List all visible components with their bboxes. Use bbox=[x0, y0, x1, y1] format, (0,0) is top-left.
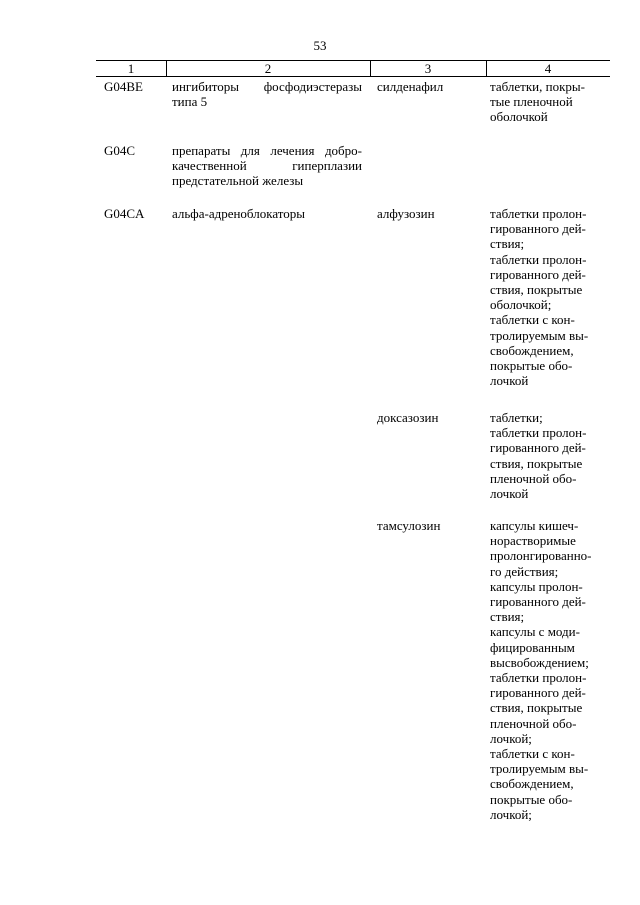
dosage-form-line: ствия; bbox=[490, 236, 525, 252]
dosage-forms bbox=[490, 206, 602, 388]
dosage-form-line: тролируемым вы- bbox=[490, 327, 589, 343]
dosage-form-line: таблетки с кон- bbox=[490, 312, 575, 328]
dosage-form-line: таблетки пролон- bbox=[490, 206, 587, 221]
dosage-form-line: свобождением, bbox=[490, 342, 574, 358]
drug-name: алфузозин bbox=[377, 206, 435, 221]
dosage-form-line: высвобождением; bbox=[490, 654, 589, 670]
atc-code: G04C bbox=[104, 143, 136, 158]
dosage-form-line: покрытые обо- bbox=[490, 791, 573, 807]
drug-name: тамсулозин bbox=[377, 518, 441, 533]
dosage-form-line: капсулы кишеч- bbox=[490, 518, 579, 533]
dosage-form-line: оболочкой bbox=[490, 109, 548, 125]
dosage-form-line: таблетки пролон- bbox=[490, 251, 587, 267]
drug-name: доксазозин bbox=[377, 410, 439, 425]
column-header-4: 4 bbox=[544, 61, 552, 76]
dosage-forms bbox=[490, 79, 602, 125]
dosage-form-line: ствия, покрытые bbox=[490, 700, 583, 716]
dosage-form-line: таблетки; bbox=[490, 410, 543, 425]
page-number: 53 bbox=[313, 38, 327, 53]
dosage-form-line: ствия; bbox=[490, 609, 525, 625]
dosage-form-line: пролонгированно- bbox=[490, 548, 592, 564]
dosage-form-line: таблетки пролон- bbox=[490, 425, 587, 441]
column-header-1: 1 bbox=[127, 61, 135, 76]
dosage-form-line: норастворимые bbox=[490, 533, 576, 549]
dosage-forms bbox=[490, 518, 602, 822]
column-header-3: 3 bbox=[424, 61, 432, 76]
dosage-form-line: капсулы с моди- bbox=[490, 624, 580, 640]
atc-code: G04BE bbox=[104, 79, 143, 94]
dosage-form-line: таблетки пролон- bbox=[490, 670, 587, 686]
dosage-form-line: лочкой bbox=[490, 486, 529, 502]
dosage-form-line: тролируемым вы- bbox=[490, 761, 589, 777]
dosage-form-line: го действия; bbox=[490, 563, 559, 579]
dosage-form-line: свобождением, bbox=[490, 776, 574, 792]
dosage-form-line: оболочкой; bbox=[490, 297, 552, 313]
dosage-form-line: ствия, покрытые bbox=[490, 455, 583, 471]
dosage-form-line: тые пленочной bbox=[490, 94, 573, 110]
dosage-form-line: лочкой bbox=[490, 373, 529, 389]
dosage-form-line: таблетки с кон- bbox=[490, 746, 575, 762]
dosage-form-line: капсулы пролон- bbox=[490, 578, 583, 594]
dosage-form-line: ствия, покрытые bbox=[490, 282, 583, 298]
group-description: препараты для лечения добро- качественной гиперплазии предстательной железы bbox=[172, 143, 362, 189]
atc-code: G04CA bbox=[104, 206, 145, 221]
group-description: альфа-адреноблокаторы bbox=[172, 206, 306, 221]
header-bottom-rule bbox=[96, 76, 610, 77]
group-description: ингибиторы фосфодиэстеразы типа 5 bbox=[172, 79, 362, 110]
dosage-form-line: пленочной обо- bbox=[490, 470, 577, 486]
dosage-form-line: лочкой; bbox=[490, 730, 532, 746]
dosage-form-line: пленочной обо- bbox=[490, 715, 577, 731]
dosage-forms bbox=[490, 410, 602, 501]
dosage-form-line: гированного дей- bbox=[490, 440, 586, 456]
dosage-form-line: таблетки, покры- bbox=[490, 79, 585, 94]
dosage-form-line: гированного дей- bbox=[490, 594, 586, 610]
drug-name: силденафил bbox=[377, 79, 444, 94]
dosage-form-line: фицированным bbox=[490, 639, 575, 655]
dosage-form-line: лочкой; bbox=[490, 806, 532, 822]
dosage-form-line: гированного дей- bbox=[490, 685, 586, 701]
dosage-form-line: гированного дей- bbox=[490, 221, 586, 237]
dosage-form-line: покрытые обо- bbox=[490, 358, 573, 374]
dosage-form-line: гированного дей- bbox=[490, 266, 586, 282]
column-header-2: 2 bbox=[264, 61, 272, 76]
